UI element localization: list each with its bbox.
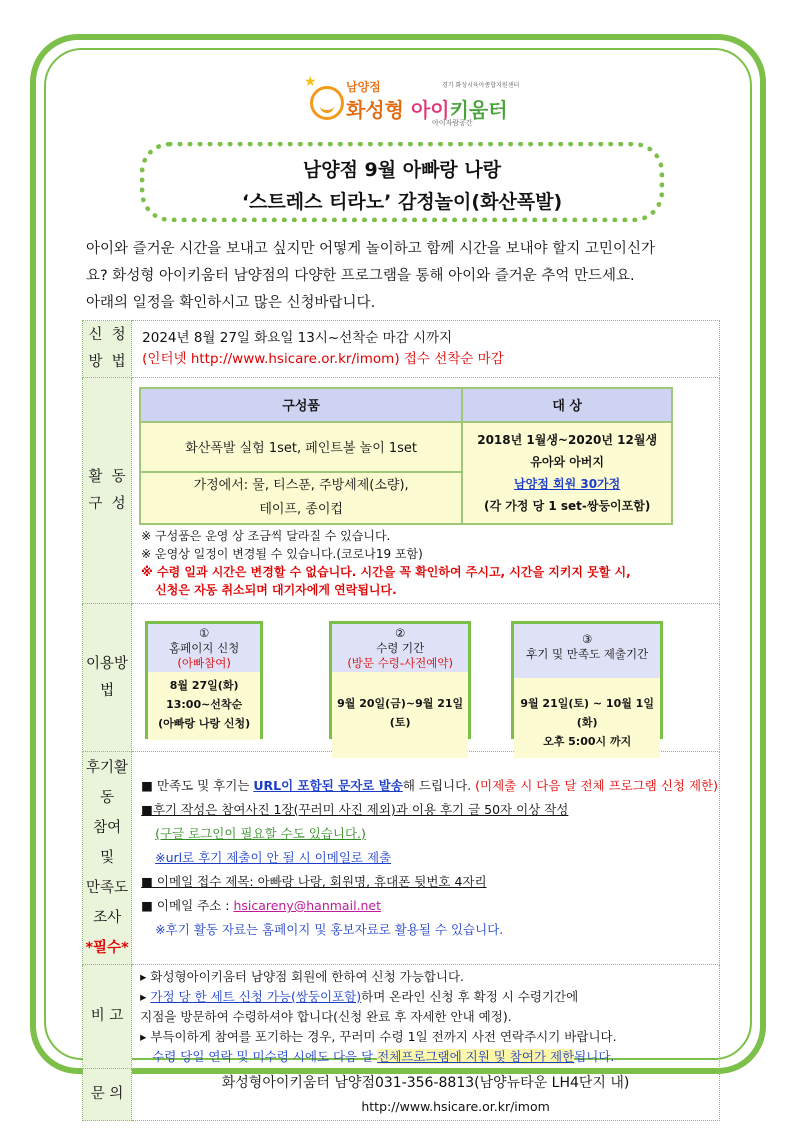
step-sub: (방문 수령-사전예약)	[347, 655, 453, 670]
note-3a: ※ 수령 일과 시간은 변경할 수 없습니다. 시간을 꼭 확인하여 주시고, 시간을 지키지 못할 시,	[141, 564, 631, 579]
note-2: ※ 운영상 일정이 변경될 수 있습니다.(코로나19 포함)	[141, 546, 423, 561]
contact-head: 문 의	[83, 1069, 132, 1121]
item-2a: 가정에서: 물, 티스푼, 주방세제(소량),	[193, 477, 409, 493]
logo-name-c: 키움터	[449, 98, 508, 122]
logo-name-b: 아이	[410, 98, 450, 122]
review-head-5: *필수*	[85, 940, 129, 956]
remarks-l5c: 됩니다.	[574, 1048, 615, 1064]
step-3	[511, 621, 663, 748]
review-head	[83, 752, 132, 965]
steps	[133, 613, 718, 748]
step-num: ③	[581, 631, 593, 646]
review-line-5: ■ 이메일 접수 제목: 아빠랑 나랑, 회원명, 휴대폰 뒷번호 4자리	[141, 874, 487, 889]
step-title: 홈페이지 신청	[168, 640, 240, 655]
item-2b: 테이프, 종이컵	[259, 501, 343, 517]
logo-org: 경기 화성시육아종합지원센터	[442, 82, 520, 89]
review-l1b: URL이 포함된 문자로 발송	[253, 778, 403, 793]
remarks-line-2	[140, 987, 718, 1007]
logo-name-a: 화성형	[346, 98, 404, 122]
remarks-l2c: 하며 온라인 신청 후 확정 시 수령기간에	[361, 988, 579, 1004]
step-body: 13:00~선착순	[166, 697, 243, 711]
logo-sub: 아이자람공간	[432, 119, 473, 127]
remarks-line-5	[140, 1047, 718, 1067]
intro-text	[86, 236, 726, 317]
title-line-2: ‘스트레스 티라노’ 감정놀이(화산폭발)	[241, 191, 563, 213]
info-table	[82, 320, 720, 1121]
review-line-7: ※후기 활동 자료는 홈페이지 및 홍보자료로 활용될 수 있습니다.	[155, 922, 504, 937]
logo-name	[346, 94, 508, 123]
apply-line-2: (인터넷 http://www.hsicare.or.kr/imom) 접수 선착순 마감	[142, 351, 504, 367]
remarks-line-4: ▸ 부득이하게 참여를 포기하는 경우, 꾸러미 수령 1일 전까지 사전 연락주시기 바랍니다.	[140, 1028, 617, 1044]
step-num: ①	[198, 625, 210, 640]
review-l1c: 해 드립니다.	[402, 778, 476, 793]
logo-branch: 남양점	[346, 80, 381, 94]
review-line-3: (구글 로그인이 필요할 수도 있습니다.)	[155, 826, 366, 841]
step-1	[145, 621, 263, 739]
remarks-l5b: 전체프로그램에 지원 및 참여가 제한	[377, 1048, 575, 1064]
item-1: 화산폭발 실험 1set, 페인트볼 놀이 1set	[140, 422, 462, 472]
step-num: ②	[394, 625, 406, 640]
step-title: 후기 및 만족도 제출기간	[526, 646, 649, 661]
step-body: 9월 21일(토) ~ 10월 1일(화)	[520, 696, 654, 729]
contact-line-1: 화성형아이키움터 남양점031-356-8813(남양뉴타운 LH4단지 내)	[221, 1074, 630, 1091]
review-head-2: 참여	[93, 820, 122, 836]
remarks-l2b: 가정 당 한 세트 신청 가능(쌍둥이포함)	[150, 988, 362, 1004]
note-3b: 신청은 자동 취소되며 대기자에게 연락됩니다.	[155, 582, 397, 597]
apply-head: 신 청 방 법	[83, 321, 132, 378]
intro-line: 아이와 즐거운 시간을 보내고 싶지만 어떻게 놀이하고 함께 시간을 보내야 할지 고민이신가	[86, 241, 655, 257]
note-1: ※ 구성품은 운영 상 조금씩 달라질 수 있습니다.	[141, 528, 391, 543]
col-items: 구성품	[140, 388, 462, 422]
step-title: 수령 기간	[376, 640, 425, 655]
step-sub: (아빠참여)	[177, 655, 231, 670]
review-head-3: 및	[100, 850, 115, 866]
apply-line-1: 2024년 8월 27일 화요일 13시~선착순 마감 시까지	[142, 330, 453, 346]
target-2: 유아와 아버지	[530, 454, 604, 469]
step-body: 8월 27일(화)	[169, 678, 239, 692]
review-l1a: ■ 만족도 및 후기는	[141, 778, 254, 793]
target-3: 남양점 회원 30가정	[514, 476, 621, 491]
smile-icon	[310, 86, 344, 120]
step-body: (아빠랑 나랑 신청)	[158, 716, 251, 730]
title-line-1: 남양점 9월 아빠랑 나랑	[302, 159, 502, 181]
usage-head: 이용방법	[83, 604, 132, 752]
remarks-l5a: 수령 당일 연락 및 미수령 시에도 다음 달	[152, 1048, 378, 1064]
remarks-l2a: ▸	[140, 988, 151, 1004]
review-l1d: (미제출 시 다음 달 전체 프로그램 신청 제한)	[475, 778, 718, 793]
activity-table	[139, 387, 673, 525]
intro-line: 요? 화성형 아이키움터 남양점의 다양한 프로그램을 통해 아이와 즐거운 추억 만드세요.	[86, 268, 635, 284]
step-body: 오후 5:00시 까지	[543, 734, 632, 748]
remarks-head: 비 고	[83, 965, 132, 1069]
review-line-1	[133, 774, 718, 798]
remarks-line-1: ▸ 화성형아이키움터 남양점 회원에 한하여 신청 가능합니다.	[140, 968, 465, 984]
target-4: (각 가정 당 1 set-쌍둥이포함)	[483, 498, 651, 513]
review-l6a: ■ 이메일 주소 :	[141, 898, 234, 913]
step-2	[329, 621, 471, 739]
remarks-line-3: 지점을 방문하여 수령하셔야 합니다(신청 완료 후 자세한 안내 예정).	[140, 1008, 512, 1024]
review-head-4: 만족도조사	[86, 880, 129, 926]
logo	[304, 72, 530, 134]
review-line-4: ※url로 후기 제출이 안 될 시 이메일로 제출	[155, 850, 392, 865]
activity-head: 활 동 구 성	[83, 378, 132, 604]
col-target: 대 상	[462, 388, 672, 422]
target-1: 2018년 1월생~2020년 12월생	[477, 432, 658, 447]
step-body: 9월 20일(금)~9월 21일(토)	[337, 696, 464, 729]
email-link[interactable]: hsicareny@hanmail.net	[233, 898, 382, 913]
intro-line: 아래의 일정을 확인하시고 많은 신청바랍니다.	[86, 295, 376, 311]
title-box	[140, 142, 664, 222]
review-line-2: ■후기 작성은 참여사진 1장(꾸러미 사진 제외)과 이용 후기 글 50자 이상 작성	[141, 802, 569, 817]
review-line-6	[133, 894, 718, 918]
star-icon: ★	[304, 74, 317, 90]
contact-url[interactable]: http://www.hsicare.or.kr/imom	[361, 1098, 550, 1114]
review-head-1: 후기활동	[86, 760, 129, 806]
